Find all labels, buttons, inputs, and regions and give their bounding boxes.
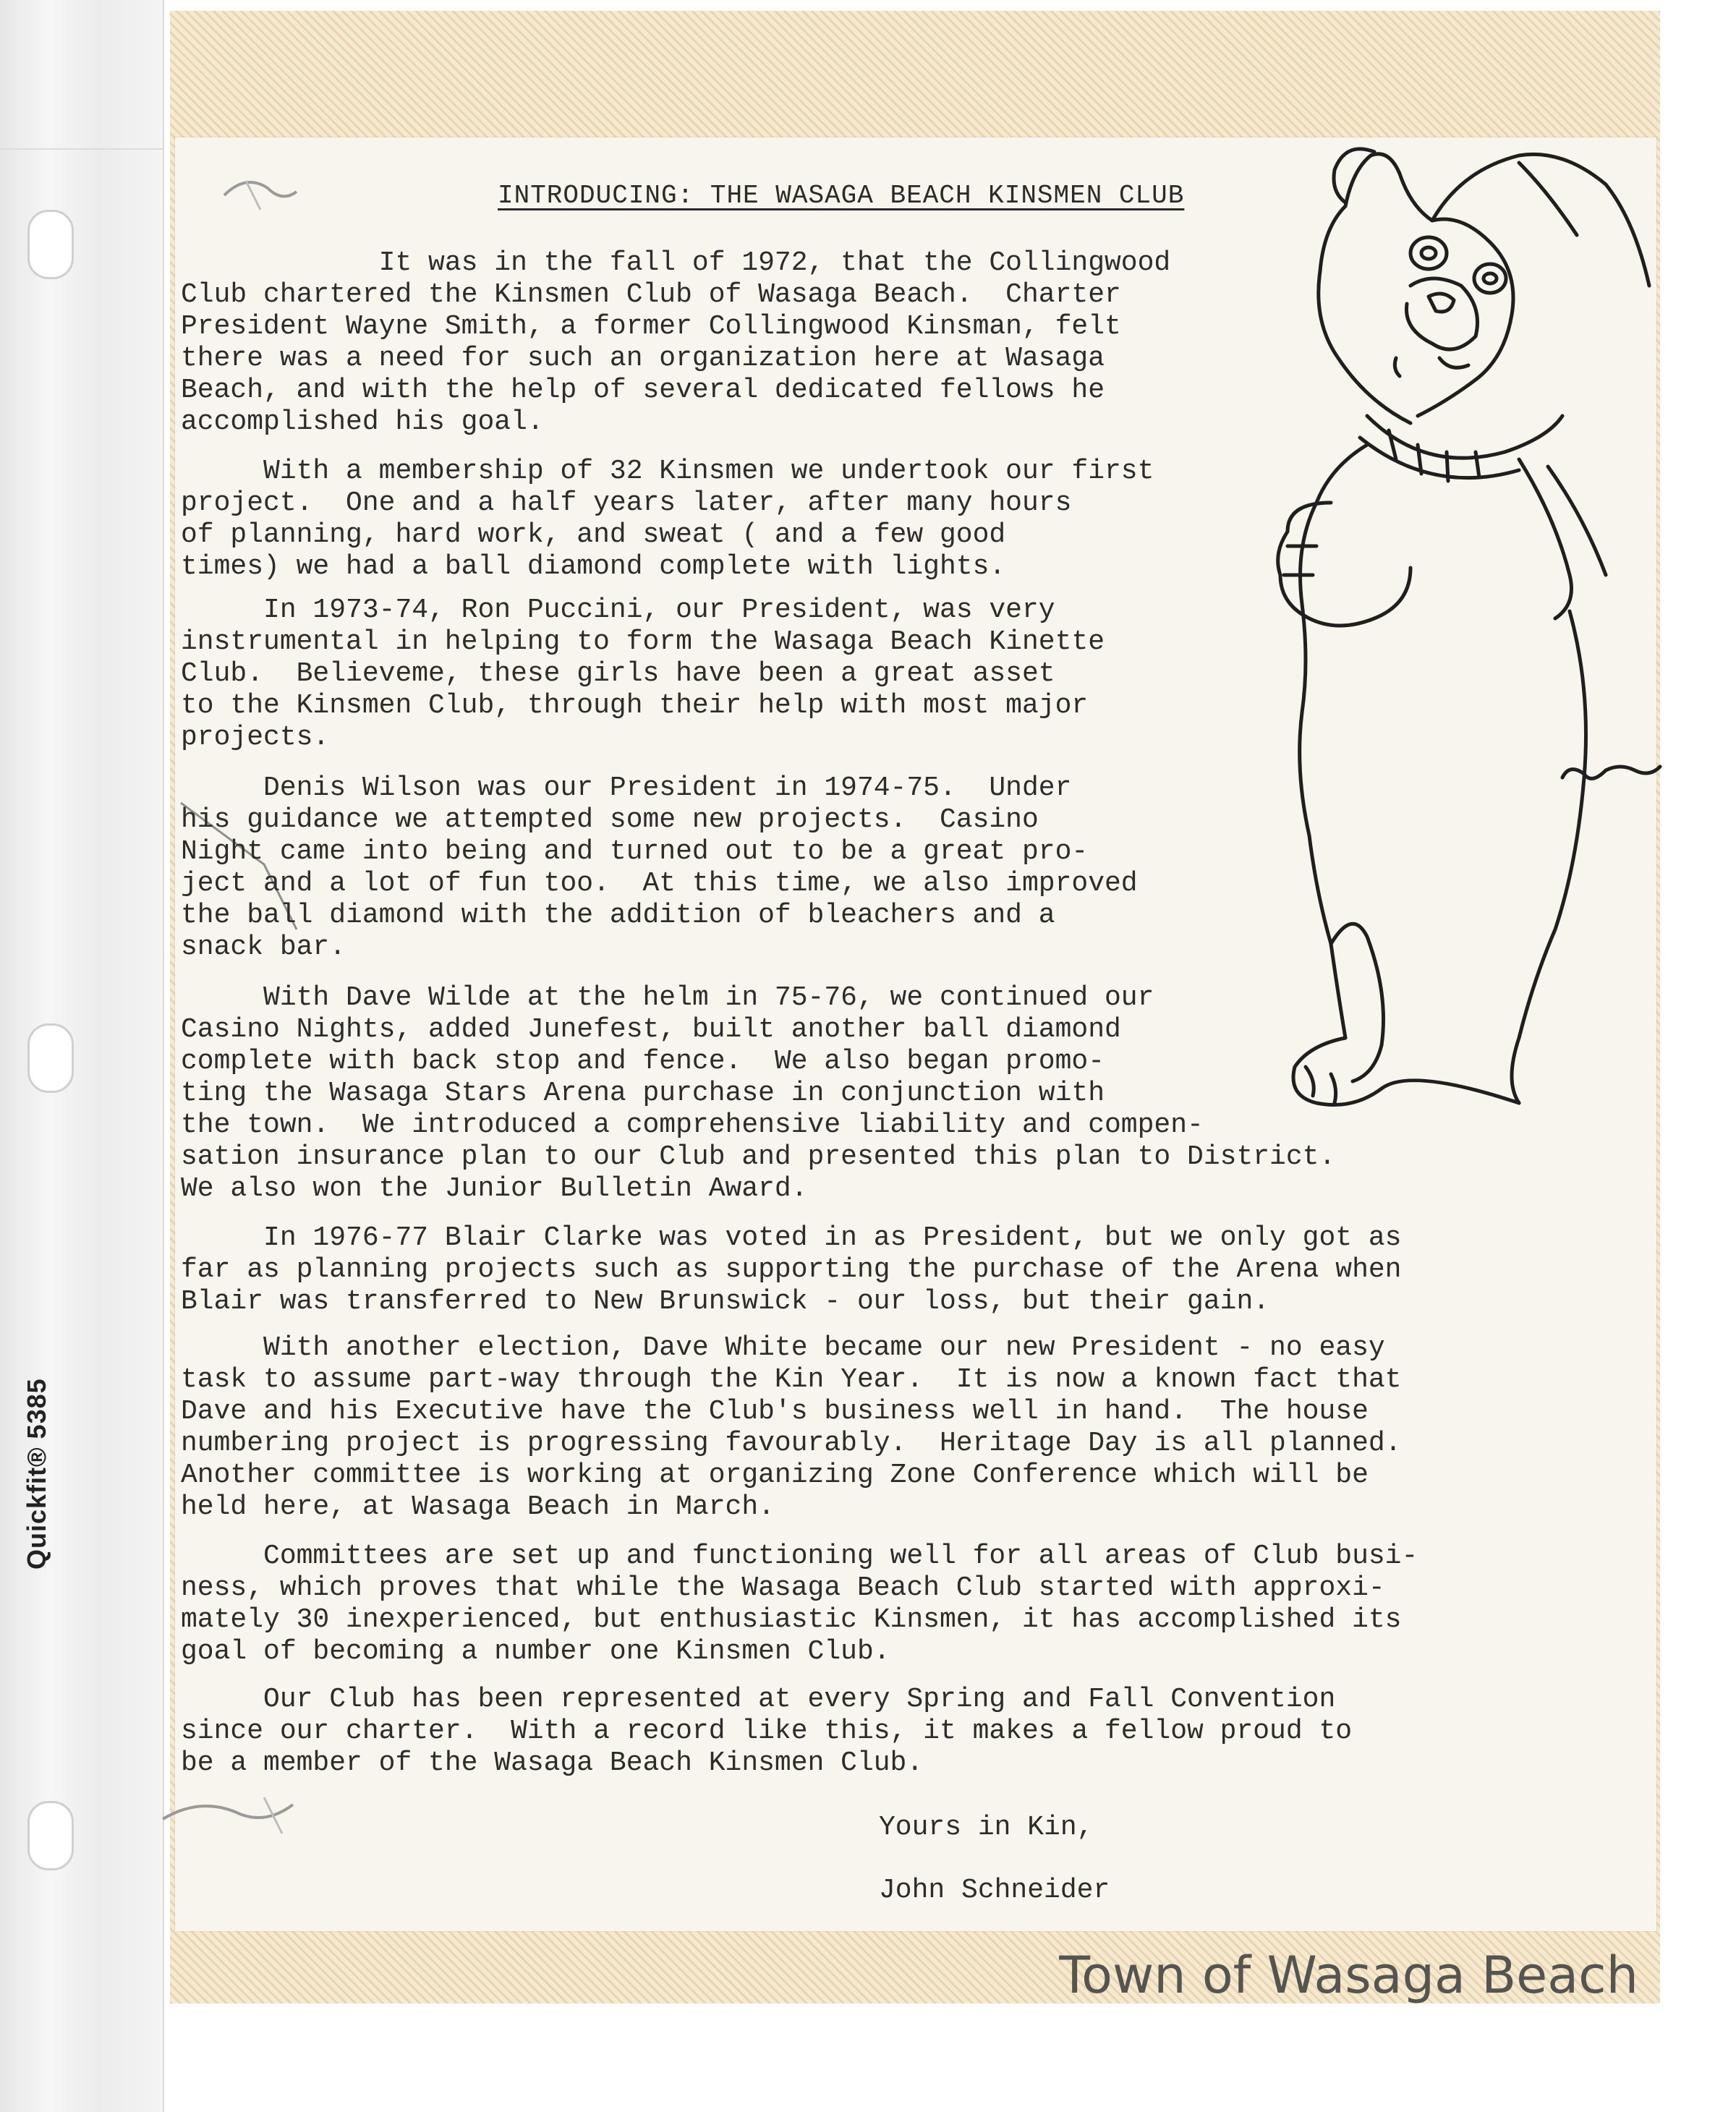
binder-hole — [27, 1023, 74, 1093]
paragraph-5: With Dave Wilde at the helm in 75-76, we continued our Casino Nights, added Junefest, built another ball diamond complete with back stop and fence. We also began promo- ting the Wasaga Stars Arena purchase in conjunction with the town. We introduced a comprehensive liability and compen- sation insurance plan to our Club and presented this plan to District. We also won the Junior Bulletin Award. — [181, 982, 1336, 1204]
closing-salutation: Yours in Kin, — [879, 1812, 1094, 1843]
paragraph-4: Denis Wilson was our President in 1974-75. Under his guidance we attempted some new projects. Casino Night came into being and turned out to be a great pro- ject and a lot of fun too. At this time, we also improved the ball diamond with the addition of bleachers and a snack bar. — [181, 772, 1138, 963]
binder-hole — [27, 210, 74, 279]
paragraph-6: In 1976-77 Blair Clarke was voted in as President, but we only got as far as planning projects such as supporting the purchase of the Arena when Blair was transferred to New Brunswick - our loss, but their gain. — [181, 1222, 1402, 1317]
document-title: INTRODUCING: THE WASAGA BEACH KINSMEN CLUB — [498, 181, 1185, 210]
sleeve-seam — [0, 148, 163, 150]
staple-mark — [217, 166, 304, 224]
town-watermark: Town of Wasaga Beach — [1059, 1946, 1638, 2005]
sheet-protector-sleeve — [0, 0, 164, 2112]
signature-name: John Schneider — [879, 1875, 1110, 1906]
staple-mark — [156, 1783, 300, 1848]
sleeve-brand-label: Quickfit® 5385 — [22, 1378, 51, 1570]
paragraph-8: Committees are set up and functioning well for all areas of Club busi- ness, which proves that while the Wasaga Beach Club started with approxi- mately 30 inexperienced, but enthusiastic Kinsmen, it has accomplished its goal of becoming a number one Kinsmen Club. — [181, 1541, 1418, 1667]
paragraph-1: It was in the fall of 1972, that the Collingwood Club chartered the Kinsmen Club of Wasaga Beach. Charter President Wayne Smith, a former Collingwood Kinsman, felt there was a need for such an organization here at Wasaga Beach, and with the help of several dedicated fellows he accomplished his goal. — [181, 247, 1171, 438]
bear-illustration — [1244, 141, 1664, 1139]
paragraph-9: Our Club has been represented at every Spring and Fall Convention since our charter. With a record like this, it makes a fellow proud to be a member of the Wasaga Beach Kinsmen Club. — [181, 1684, 1353, 1779]
paragraph-2: With a membership of 32 Kinsmen we undertook our first project. One and a half years later, after many hours of planning, hard work, and sweat ( and a few good times) we had a ball diamond complete with lights. — [181, 456, 1154, 582]
paragraph-3: In 1973-74, Ron Puccini, our President, was very instrumental in helping to form the Wasaga Beach Kinette Club. Believeme, these girls have been a great asset to the Kinsmen Club, through their help with most major projects. — [181, 595, 1105, 753]
paragraph-7: With another election, Dave White became our new President - no easy task to assume part-way through the Kin Year. It is now a known fact that Dave and his Executive have the Club's business well in hand. The house numbering project is progressing favourably. Heritage Day is all planned. Another committee is working at organizing Zone Conference which will be held here, at Wasaga Beach in March. — [181, 1332, 1402, 1523]
binder-hole — [27, 1801, 74, 1870]
